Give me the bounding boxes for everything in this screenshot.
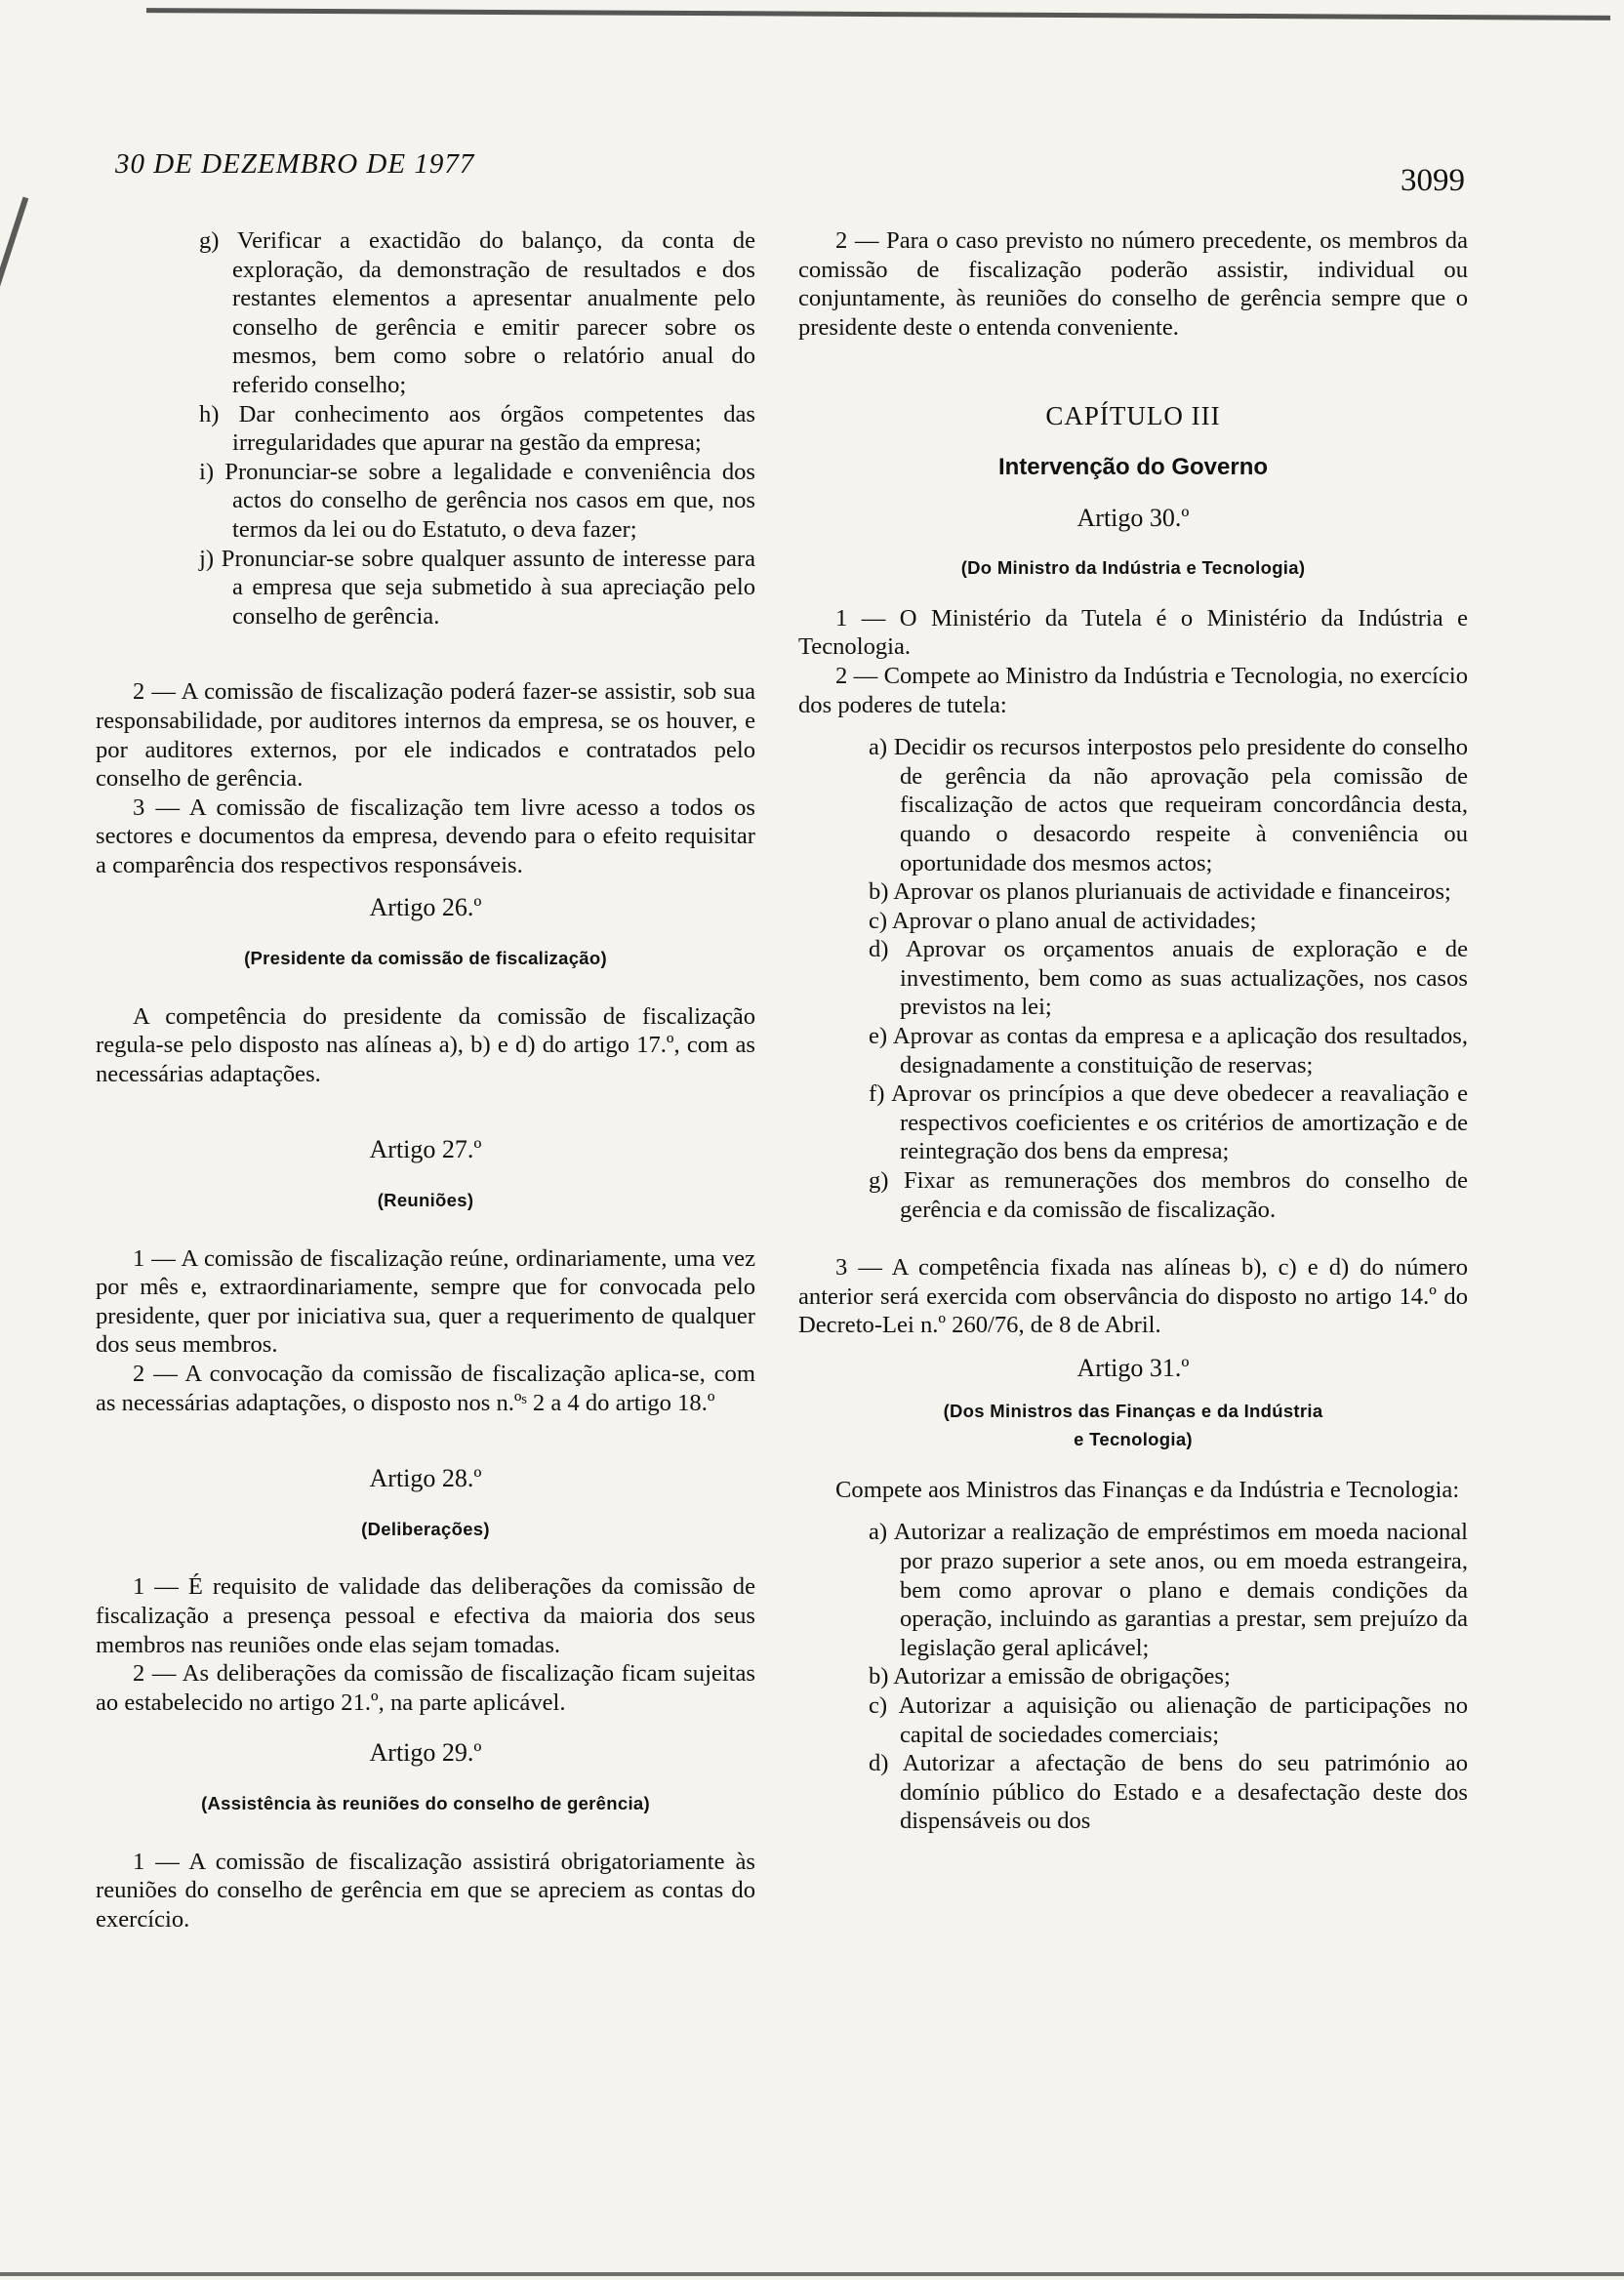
article-subtitle: (Reuniões) — [377, 1190, 474, 1211]
list-item: c) Aprovar o plano anual de actividades; — [869, 907, 1257, 934]
article-title: Artigo 30.º — [1076, 503, 1190, 532]
list-item: d) Aprovar os orçamentos anuais de exploração e de investimento, bem como as suas actualizações, nos casos previstos na lei; — [869, 936, 1468, 1021]
right-column — [798, 226, 1468, 1836]
list-item: j) Pronunciar-se sobre qualquer assunto de interesse para a empresa que seja submetido à sua apreciação pelo conselho de gerência. — [199, 545, 755, 630]
list-item: h) Dar conhecimento aos órgãos competentes das irregularidades que apurar na gestão da empresa; — [199, 400, 755, 457]
article-subtitle: (Assistência às reuniões do conselho de gerência) — [201, 1792, 650, 1813]
paragraph: 1 — A comissão de fiscalização reúne, ordinariamente, uma vez por mês e, extraordinariamente, sempre que for convocada pelo presidente, quer por iniciativa sua, quer a requerimento de qualquer dos seus membros. — [96, 1244, 755, 1359]
scan-margin-mark — [0, 197, 28, 292]
list-item: e) Aprovar as contas da empresa e a aplicação dos resultados, designadamente a constituição de reservas; — [869, 1023, 1468, 1079]
paragraph: 1 — O Ministério da Tutela é o Ministério da Indústria e Tecnologia. — [798, 604, 1468, 661]
paragraph: 2 — A convocação da comissão de fiscalização aplica-se, com as necessárias adaptações, o disposto nos n.ºˢ 2 a 4 do artigo 18.º — [96, 1361, 755, 1416]
paragraph: 3 — A comissão de fiscalização tem livre acesso a todos os sectores e documentos da empresa, devendo para o efeito requisitar a comparência dos respectivos responsáveis. — [96, 794, 755, 878]
paragraph: 1 — A comissão de fiscalização assistirá obrigatoriamente às reuniões do conselho de gerência em que se apreciem as contas do exercício. — [96, 1848, 755, 1933]
list-item: g) Verificar a exactidão do balanço, da conta de exploração, da demonstração de resultados e dos restantes elementos a apresentar anualmente pelo conselho de gerência e emitir parecer sobre os mesmos, bem como sobre o relatório anual do referido conselho; — [199, 227, 755, 398]
list-item: a) Decidir os recursos interpostos pelo presidente do conselho de gerência da não aprovação pela comissão de fiscalização de actos que requeiram concordância desta, quando o desacordo respeite à conveniência ou oportunidade dos mesmos actos; — [869, 734, 1468, 876]
list-item: b) Aprovar os planos plurianuais de actividade e financeiros; — [869, 878, 1451, 906]
chapter-title: CAPÍTULO III — [1045, 401, 1221, 431]
scan-bottom-edge — [0, 2272, 1624, 2276]
paragraph: 3 — A competência fixada nas alíneas b), c) e d) do número anterior será exercida com observância do disposto no artigo 14.º do Decreto-Lei n.º 260/76, de 8 de Abril. — [798, 1254, 1468, 1339]
article-title: Artigo 29.º — [369, 1738, 482, 1768]
article-title: Artigo 31.º — [1076, 1354, 1190, 1382]
scan-top-edge — [146, 8, 1610, 20]
header-date: 30 DE DEZEMBRO DE 1977 — [115, 148, 475, 180]
page-number: 3099 — [1401, 163, 1465, 198]
paragraph: 2 — Para o caso previsto no número precedente, os membros da comissão de fiscalização poderão assistir, individual ou conjuntamente, às reuniões do conselho de gerência sempre que o presidente deste o entenda conveniente. — [798, 227, 1468, 341]
paragraph: 2 — Compete ao Ministro da Indústria e Tecnologia, no exercício dos poderes de tutela: — [798, 662, 1468, 718]
article-title: Artigo 28.º — [369, 1464, 482, 1493]
article-subtitle: (Do Ministro da Indústria e Tecnologia) — [960, 557, 1306, 579]
paragraph: Compete aos Ministros das Finanças e da Indústria e Tecnologia: — [835, 1476, 1460, 1503]
list-item: c) Autorizar a aquisição ou alienação de participações no capital de sociedades comerciais; — [869, 1691, 1468, 1748]
list-item: d) Autorizar a afectação de bens do seu património ao domínio público do Estado e a desafectação deste dos dispensáveis ou dos — [869, 1750, 1468, 1835]
paragraph: 2 — A comissão de fiscalização poderá fazer-se assistir, sob sua responsabilidade, por auditores internos da empresa, se os houver, e por auditores externos, por ele indicados e contratados pelo conselho de gerência. — [96, 678, 755, 793]
article-subtitle: e Tecnologia) — [1074, 1429, 1193, 1450]
list-item: g) Fixar as remunerações dos membros do conselho de gerência e da comissão de fiscalização. — [869, 1167, 1468, 1223]
article-title: Artigo 26.º — [369, 893, 482, 922]
article-title: Artigo 27.º — [369, 1135, 482, 1164]
list-item: i) Pronunciar-se sobre a legalidade e conveniência dos actos do conselho de gerência nos casos em que, nos termos da lei ou do Estatuto, o deva fazer; — [199, 458, 755, 543]
list-item: f) Aprovar os princípios a que deve obedecer a reavaliação e respectivos coeficientes e os critérios de amortização e de reintegração dos bens da empresa; — [869, 1080, 1468, 1165]
article-subtitle: (Deliberações) — [361, 1518, 490, 1539]
paragraph: A competência do presidente da comissão de fiscalização regula-se pelo disposto nas alíneas a), b) e d) do artigo 17.º, com as necessárias adaptações. — [96, 1002, 755, 1087]
chapter-name: Intervenção do Governo — [997, 453, 1269, 480]
article-subtitle: (Dos Ministros das Finanças e da Indústria — [943, 1400, 1323, 1421]
left-column — [96, 226, 755, 1934]
paragraph: 1 — É requisito de validade das deliberações da comissão de fiscalização a presença pessoal e efectiva da maioria dos seus membros nas reuniões onde elas sejam tomadas. — [96, 1573, 755, 1658]
list-item: b) Autorizar a emissão de obrigações; — [869, 1663, 1231, 1690]
paragraph: 2 — As deliberações da comissão de fiscalização ficam sujeitas ao estabelecido no artigo 21.º, na parte aplicável. — [96, 1660, 755, 1716]
article-subtitle: (Presidente da comissão de fiscalização) — [244, 948, 607, 969]
list-item: a) Autorizar a realização de empréstimos em moeda nacional por prazo superior a sete anos, ou em moeda estrangeira, bem como aprovar o plano e demais condições da operação, incluindo as garantias a prestar, sem prejuízo da legislação geral aplicável; — [869, 1519, 1468, 1661]
